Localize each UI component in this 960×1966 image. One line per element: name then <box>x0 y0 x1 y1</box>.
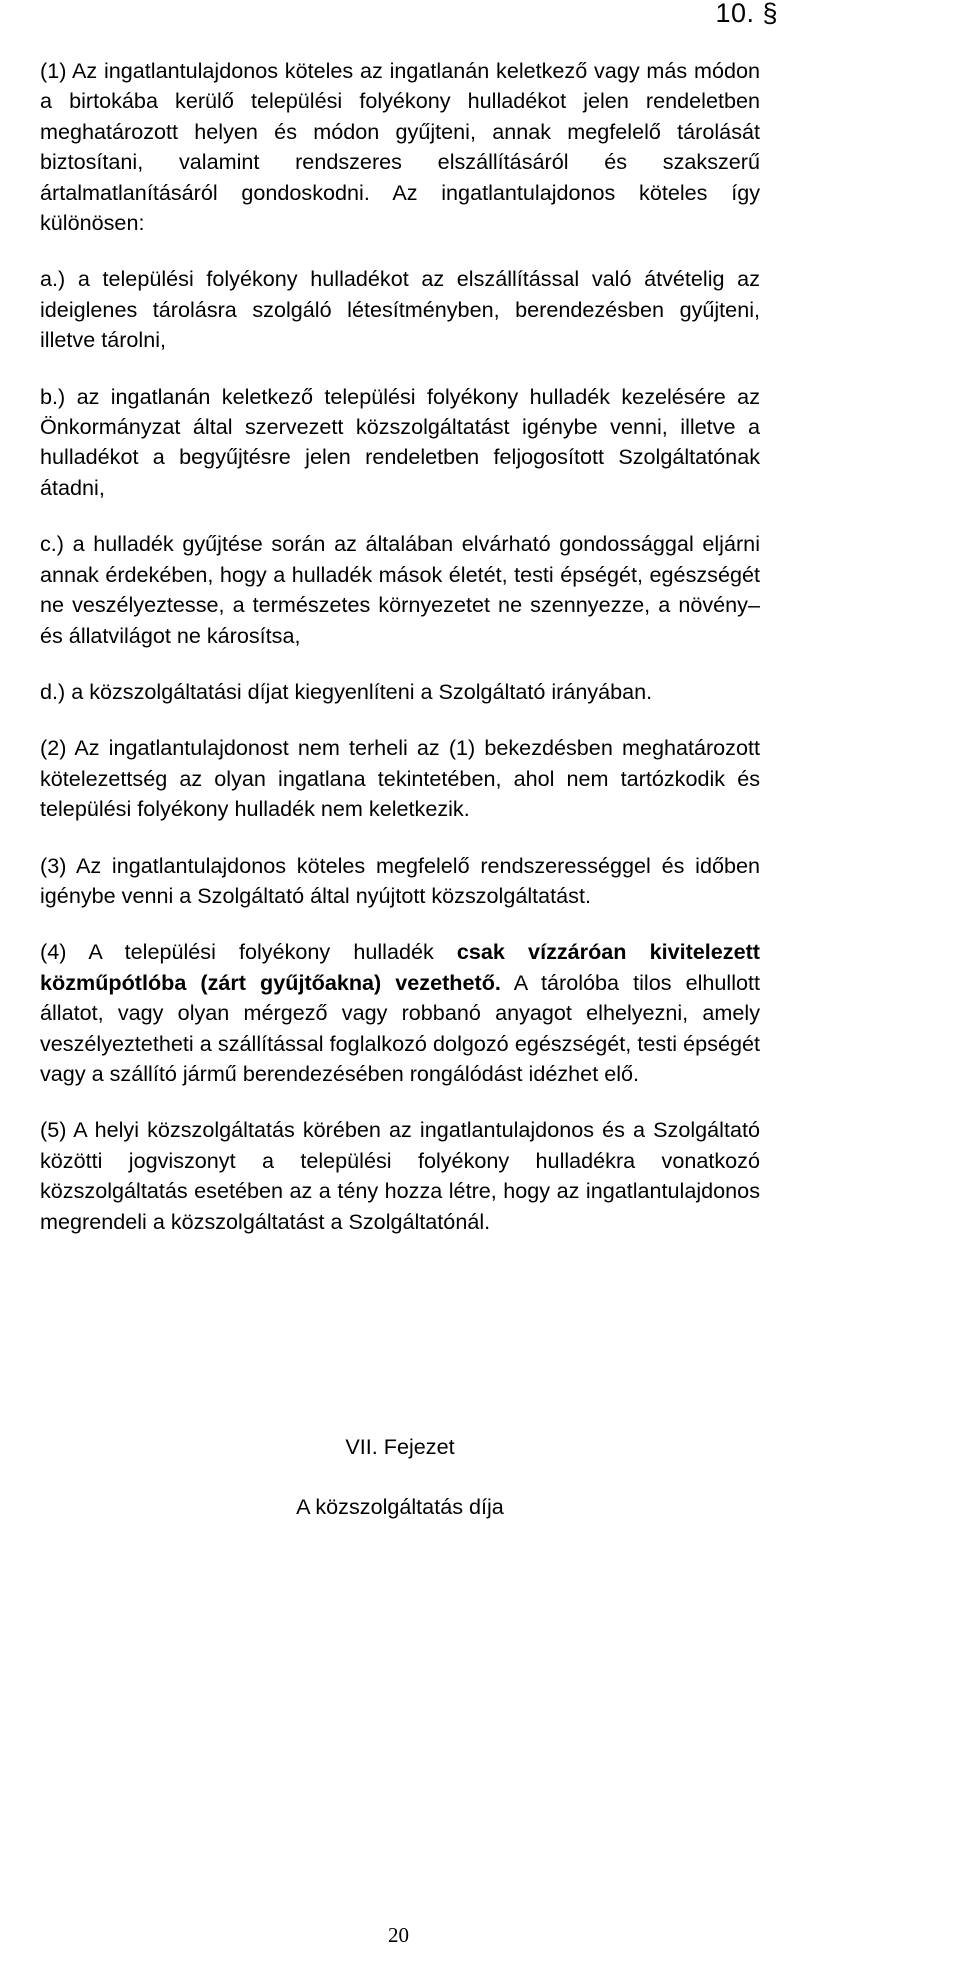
paragraph-4 <box>40 937 760 1089</box>
paragraph-1-item-c: c.) a hulladék gyűjtése során az általában elvárható gondossággal eljárni annak érdekében, hogy a hulladék mások életét, testi épségét, egészségét ne veszélyeztesse, a természetes környezetet ne szennyezze, a növény– és állatvilágot ne károsítsa, <box>40 531 760 648</box>
paragraph-4-lead: (4) A települési folyékony hulladék <box>40 939 457 965</box>
section-body <box>40 56 760 1263</box>
section-number: 10. § <box>715 0 778 28</box>
paragraph-4-rest: A tárolóba tilos elhullott állatot, vagy olyan mérgező vagy robbanó anyagot elhelyezni, amely veszélyeztetheti a szállítással foglalkozó dolgozó egészségét, testi épségét vagy a szállító jármű berendezésében rongálódást idézhet elő. <box>40 969 760 1086</box>
paragraph-4-emphasis: csak vízzáróan kivitelezett közműpótlóba (zárt gyűjtőakna) vezethető. <box>40 939 760 995</box>
paragraph-1: (1) Az ingatlantulajdonos köteles az ingatlanán keletkező vagy más módon a birtokába kerülő települési folyékony hulladékot jelen rendeletben meghatározott helyen és módon gyűjteni, annak megfelelő tárolását biztosítani, valamint rendszeres elszállításáról és szakszerű ártalmatlanításáról gondoskodni. Az ingatlantulajdonos köteles így különösen: <box>40 58 760 236</box>
paragraph-1-item-a: a.) a települési folyékony hulladékot az elszállítással való átvételig az ideiglenes tárolásra szolgáló létesítményben, berendezésben gyűjteni, illetve tárolni, <box>40 266 760 353</box>
paragraph-5: (5) A helyi közszolgáltatás körében az ingatlantulajdonos és a Szolgáltató közötti jogviszonyt a települési folyékony hulladékra vonatkozó közszolgáltatás esetében az a tény hozza létre, hogy az ingatlantulajdonos megrendeli a közszolgáltatást a Szolgáltatónál. <box>40 1117 760 1234</box>
paragraph-1-item-d: d.) a közszolgáltatási díjat kiegyenlíteni a Szolgáltató irányában. <box>40 678 653 704</box>
paragraph-2: (2) Az ingatlantulajdonost nem terheli az (1) bekezdésben meghatározott kötelezettség az olyan ingatlana tekintetében, ahol nem tartózkodik és települési folyékony hulladék nem keletkezik. <box>40 735 760 822</box>
paragraph-3: (3) Az ingatlantulajdonos köteles megfelelő rendszerességgel és időben igénybe venni a Szolgáltató által nyújtott közszolgáltatást. <box>40 852 760 908</box>
chapter-label: VII. Fejezet <box>345 1434 455 1459</box>
paragraph-1-item-b: b.) az ingatlanán keletkező települési folyékony hulladék kezelésére az Önkormányzat által szervezett közszolgáltatást igénybe venni, illetve a hulladékot a begyűjtésre jelen rendeletben feljogosított Szolgáltatónak átadni, <box>40 383 760 500</box>
chapter-title: A közszolgáltatás díja <box>296 1494 504 1519</box>
page-number: 20 <box>388 1923 409 1947</box>
